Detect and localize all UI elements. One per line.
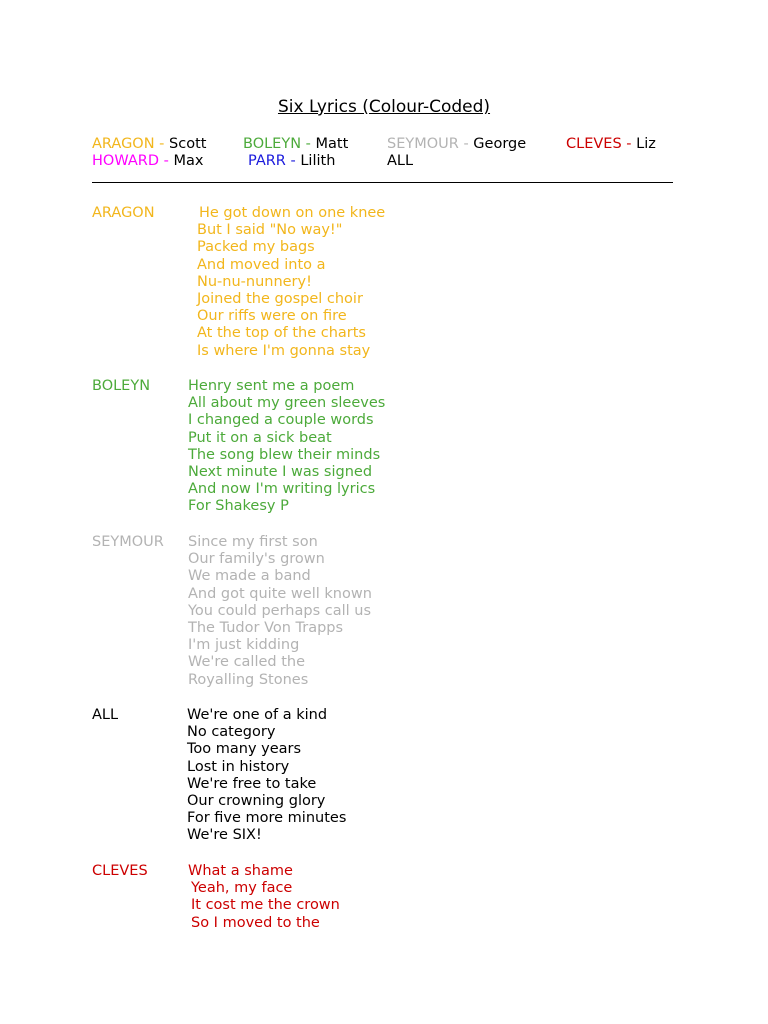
cast-seymour-actor: George [473, 136, 527, 152]
section-name: ALL [92, 707, 119, 723]
lyric-line: We're free to take [187, 775, 317, 792]
lyric-line: Put it on a sick beat [188, 429, 332, 446]
lyric-line: So I moved to the [191, 914, 320, 931]
cast-howard [92, 153, 203, 170]
cast-cleves-actor: Liz [636, 136, 656, 152]
lyric-line: And moved into a [197, 256, 326, 273]
lyric-line: Is where I'm gonna stay [197, 342, 371, 359]
lyric-line: We made a band [188, 568, 311, 585]
cast-parr-actor: Lilith [300, 153, 336, 169]
cast-parr [248, 153, 335, 170]
divider [92, 182, 673, 183]
cast-parr-queen: PARR - [248, 153, 301, 169]
lyric-line: Yeah, my face [191, 880, 293, 897]
lyric-line: And got quite well known [188, 585, 372, 602]
cast-cleves [566, 136, 656, 153]
lyric-line: At the top of the charts [197, 325, 366, 342]
lyric-line: Henry sent me a poem [188, 378, 355, 394]
lyric-line: For Shakesy P [188, 498, 289, 515]
lyric-line: Our family's grown [188, 551, 325, 568]
lyric-line: But I said "No way!" [197, 222, 343, 239]
lyric-line: Packed my bags [197, 239, 315, 256]
lyric-line: Our crowning glory [187, 792, 326, 809]
lyric-line: Joined the gospel choir [197, 290, 363, 307]
lyric-line: It cost me the crown [191, 897, 340, 914]
lyric-line: Too many years [187, 741, 302, 758]
cast-seymour [387, 136, 526, 153]
lyric-line: We're SIX! [187, 827, 262, 844]
cast-boleyn-actor: Matt [315, 136, 349, 152]
lyric-line: I'm just kidding [188, 637, 300, 654]
lyric-line: And now I'm writing lyrics [188, 481, 376, 498]
section-name: BOLEYN [92, 378, 151, 394]
lyric-line: The Tudor Von Trapps [188, 619, 344, 636]
section-name: SEYMOUR [92, 534, 164, 550]
lyric-line: The song blew their minds [188, 446, 381, 463]
lyric-line: No category [187, 724, 276, 741]
section-name: CLEVES [92, 863, 148, 879]
lyric-line: He got down on one knee [199, 205, 386, 221]
lyric-line: Our riffs were on fire [197, 308, 347, 325]
section-name: ARAGON [92, 205, 155, 221]
lyric-line: You could perhaps call us [188, 602, 372, 619]
lyric-line: Since my first son [188, 534, 318, 550]
lyric-line: All about my green sleeves [188, 395, 386, 412]
lyric-line: We're one of a kind [187, 707, 328, 723]
cast-boleyn [243, 136, 348, 153]
cast-boleyn-queen: BOLEYN - [243, 136, 316, 152]
cast-aragon-actor: Scott [169, 136, 207, 152]
lyric-line: Nu-nu-nunnery! [197, 273, 312, 290]
cast-all [387, 153, 413, 170]
lyric-line: I changed a couple words [188, 412, 374, 429]
cast-howard-queen: HOWARD - [92, 153, 174, 169]
lyric-line: We're called the [188, 654, 306, 671]
cast-seymour-queen: SEYMOUR - [387, 136, 474, 152]
lyric-line: Next minute I was signed [188, 463, 373, 480]
page-title: Six Lyrics (Colour-Coded) [277, 97, 491, 117]
lyric-line: For five more minutes [187, 810, 347, 827]
cast-all-label: ALL [387, 153, 414, 169]
cast-cleves-queen: CLEVES - [566, 136, 637, 152]
cast-aragon [92, 136, 206, 153]
cast-aragon-queen: ARAGON - [92, 136, 170, 152]
cast-howard-actor: Max [173, 153, 204, 169]
lyric-line: Lost in history [187, 758, 290, 775]
lyric-line: Royalling Stones [188, 671, 309, 688]
lyric-line: What a shame [188, 863, 293, 879]
